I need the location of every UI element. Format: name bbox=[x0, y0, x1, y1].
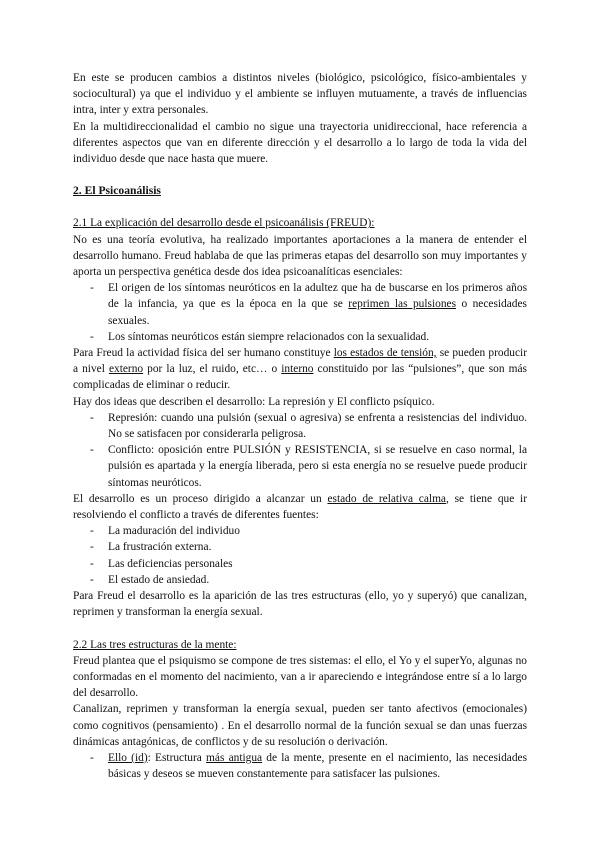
list-structures bbox=[73, 750, 527, 782]
list-item: - La maduración del individuo bbox=[73, 523, 527, 539]
list-item: - El origen de los síntomas neuróticos en la adultez que ha de buscarse en los primeros años de la infancia, ya que es la época en la que se reprimen las pulsiones o necesidades sexuales. bbox=[73, 280, 527, 329]
list-item: - Represión: cuando una pulsión (sexual o agresiva) se enfrenta a resistencias del individuo. No se satisfacen por considerarla peligrosa. bbox=[73, 410, 527, 442]
list-item: - Ello (id): Estructura más antigua de la mente, presente en el nacimiento, las necesidades básicas y deseos se mueven constantemente para satisfacer las pulsiones. bbox=[73, 750, 527, 782]
list-repression-conflict bbox=[73, 410, 527, 491]
paragraph-relative-calm: El desarrollo es un proceso dirigido a alcanzar un estado de relativa calma, se tiene que ir resolviendo el conflicto a través de diferentes fuentes: bbox=[73, 492, 527, 522]
subsection-heading-2-1: 2.1 La explicación del desarrollo desde el psicoanálisis (FREUD): bbox=[73, 217, 375, 230]
list-item: - Conflicto: oposición entre PULSIÓN y RESISTENCIA, si se resuelve en caso normal, la pulsión es apartada y la energía liberada, pero si esta energía no se resuelve puede producir síntomas neuróticos. bbox=[73, 442, 527, 491]
list-item: - Los síntomas neuróticos están siempre relacionados con la sexualidad. bbox=[73, 329, 527, 345]
paragraph-psychism: Freud plantea que el psiquismo se compone de tres sistemas: el ello, el Yo y el superYo, algunas no conformadas en el momento del nacimiento, van a ir apareciendo e integrándose entre sí a lo largo del desarrollo. bbox=[73, 654, 527, 700]
list-psychoanalytic-ideas bbox=[73, 280, 527, 345]
list-item: - El estado de ansiedad. bbox=[73, 572, 527, 588]
paragraph-tension-states: Para Freud la actividad física del ser humano constituye los estados de tensión, se pueden producir a nivel externo por la luz, el ruido, etc… o interno constituido por las “pulsiones”, que son más complicadas de eliminar o reducir. bbox=[73, 347, 528, 392]
paragraph-freud-intro: No es una teoría evolutiva, ha realizado importantes aportaciones a la manera de entender el desarrollo humano. Freud hablaba de que las primeras etapas del desarrollo son muy importantes y aporta un perspectiva genética desde dos idea psicoanalíticas esenciales: bbox=[73, 233, 527, 279]
paragraph-three-structures: Para Freud el desarrollo es la aparición de las tres estructuras (ello, yo y superyó) que canalizan, reprimen y transforman la energía sexual. bbox=[73, 590, 527, 619]
list-item: - La frustración externa. bbox=[73, 539, 527, 555]
paragraph-two-ideas: Hay dos ideas que describen el desarrollo: La represión y El conflicto psíquico. bbox=[73, 395, 435, 408]
section-title-psicoanalisis: 2. El Psicoanálisis bbox=[73, 184, 161, 198]
intro-paragraph-1: En este se producen cambios a distintos niveles (biológico, psicológico, físico-ambientales y sociocultural) ya que el individuo y el ambiente se influyen mutuamente, a través de influencias intra, inter y extra personales. bbox=[73, 72, 527, 117]
list-item: - Las deficiencias personales bbox=[73, 556, 527, 572]
subsection-heading-2-2: 2.2 Las tres estructuras de la mente: bbox=[73, 638, 237, 651]
intro-paragraph-2: En la multidireccionalidad el cambio no sigue una trayectoria unidireccional, hace referencia a diferentes aspectos que van en diferente dirección y el desarrollo a lo largo de toda la vida del individuo desde que nace hasta que muere. bbox=[73, 120, 527, 166]
page-content bbox=[73, 70, 527, 782]
paragraph-channel: Canalizan, reprimen y transforman la energía sexual, pueden ser tanto afectivos (emocionales) como cognitivos (pensamiento) . En el desarrollo normal de la función sexual se dan unas fuerzas dinámicas antagónicas, de conflictos y de su resolución o derivación. bbox=[73, 703, 527, 748]
list-sources bbox=[73, 523, 527, 588]
